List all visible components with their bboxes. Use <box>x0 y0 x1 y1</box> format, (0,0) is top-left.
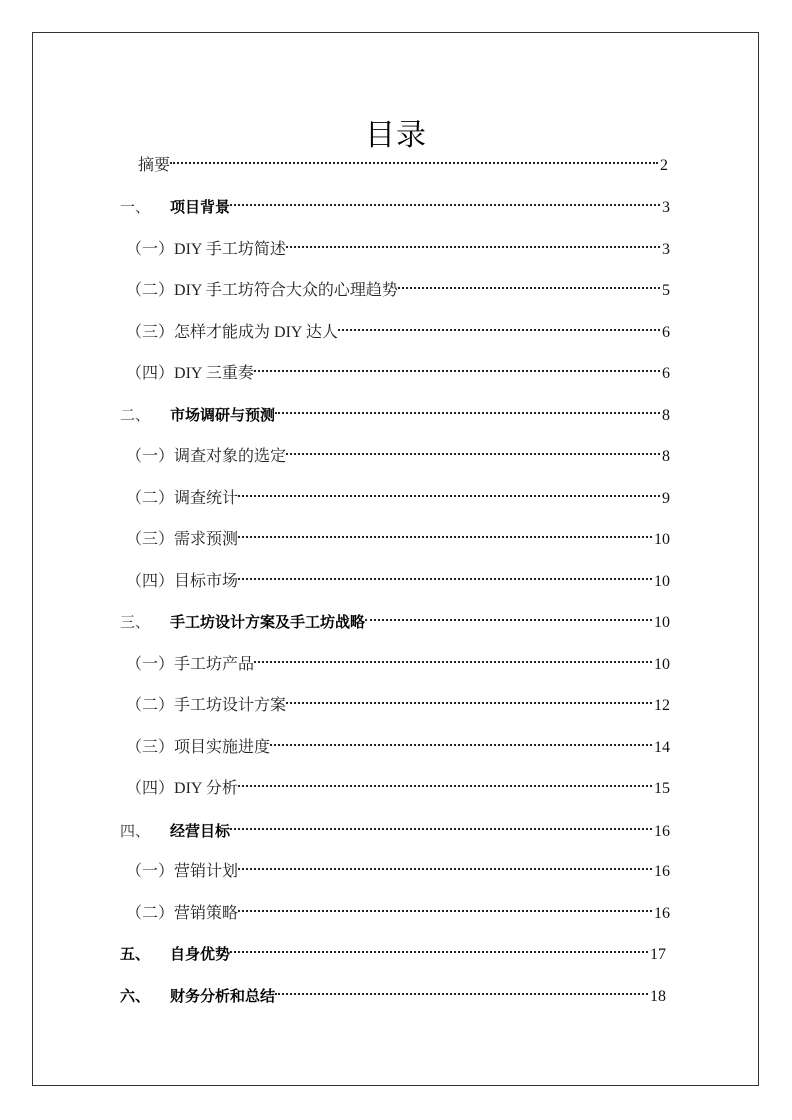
toc-entry-number: （二） <box>126 697 175 714</box>
toc-entry-2-1[interactable] <box>126 437 670 465</box>
toc-entry-label: 自身优势 <box>170 945 231 963</box>
toc-entry-page: 9 <box>662 490 670 507</box>
toc-entry-section-6[interactable] <box>120 977 666 1005</box>
toc-entry-2-4[interactable] <box>126 562 670 590</box>
toc-entry-page: 16 <box>654 823 670 840</box>
dot-leader <box>230 935 650 959</box>
dot-leader <box>238 894 654 918</box>
toc-entry-label: 摘要 <box>138 157 171 174</box>
dot-leader <box>270 728 654 752</box>
toc-entry-page: 6 <box>662 324 670 341</box>
toc-entry-number: （四） <box>126 780 175 797</box>
toc-entry-page: 2 <box>660 157 668 174</box>
toc-entry-label: 目标市场 <box>174 573 239 590</box>
dot-leader <box>238 479 662 503</box>
toc-entry-section-3[interactable] <box>120 603 670 631</box>
toc-entry-label: 调查统计 <box>174 490 239 507</box>
dot-leader <box>286 437 662 461</box>
toc-title: 目录 <box>365 118 427 154</box>
toc-entry-number: （二） <box>126 490 175 507</box>
toc-entry-label: 手工坊产品 <box>174 656 255 673</box>
toc-entry-1-4[interactable] <box>126 354 670 382</box>
toc-entry-number: 二、 <box>120 406 151 424</box>
toc-entry-page: 12 <box>654 697 670 714</box>
toc-entry-page: 8 <box>662 407 670 424</box>
toc-entry-page: 14 <box>654 739 670 756</box>
dot-leader <box>254 645 654 669</box>
dot-leader <box>275 396 662 420</box>
toc-entry-label: 手工坊设计方案 <box>174 697 287 714</box>
toc-entry-page: 6 <box>662 365 670 382</box>
toc-entry-page: 15 <box>654 780 670 797</box>
toc-entry-page: 16 <box>654 905 670 922</box>
toc-entry-label: DIY 手工坊符合大众的心理趋势 <box>174 282 398 299</box>
dot-leader <box>286 686 654 710</box>
toc-entry-number: （二） <box>126 282 175 299</box>
dot-leader <box>170 146 660 170</box>
toc-entry-number: 三、 <box>120 613 151 631</box>
toc-entry-page: 17 <box>650 946 666 963</box>
toc-entry-label: 怎样才能成为 DIY 达人 <box>174 324 338 341</box>
dot-leader <box>365 603 654 627</box>
toc-entry-number: （三） <box>126 739 175 756</box>
toc-entry-label: 财务分析和总结 <box>170 987 276 1005</box>
toc-entry-section-5[interactable] <box>120 935 666 963</box>
toc-entry-4-1[interactable] <box>126 852 670 880</box>
toc-entry-section-4[interactable] <box>120 812 670 840</box>
dot-leader <box>238 852 654 876</box>
toc-entry-4-2[interactable] <box>126 894 670 922</box>
toc-entry-page: 3 <box>662 241 670 258</box>
toc-entry-label: 项目背景 <box>170 198 231 216</box>
dot-leader <box>275 977 650 1001</box>
toc-entry-number: （四） <box>126 573 175 590</box>
toc-entry-number: （一） <box>126 241 175 258</box>
toc-entry-3-4[interactable] <box>126 769 670 797</box>
toc-entry-page: 18 <box>650 988 666 1005</box>
toc-entry-section-2[interactable] <box>120 396 670 424</box>
toc-entry-number: （一） <box>126 863 175 880</box>
toc-entry-label: 调查对象的选定 <box>174 448 287 465</box>
toc-entry-1-2[interactable] <box>126 271 670 299</box>
dot-leader <box>230 188 662 212</box>
toc-entry-2-3[interactable] <box>126 520 670 548</box>
toc-entry-3-3[interactable] <box>126 728 670 756</box>
toc-entry-number: （四） <box>126 365 175 382</box>
dot-leader <box>238 769 654 793</box>
toc-entry-label: DIY 分析 <box>174 780 238 797</box>
toc-entry-1-1[interactable] <box>126 230 670 258</box>
toc-entry-number: （一） <box>126 448 175 465</box>
dot-leader <box>254 354 662 378</box>
toc-entry-label: 市场调研与预测 <box>170 406 276 424</box>
toc-entry-label: DIY 三重奏 <box>174 365 254 382</box>
toc-entry-page: 10 <box>654 656 670 673</box>
toc-entry-page: 10 <box>654 614 670 631</box>
dot-leader <box>238 520 654 544</box>
toc-entry-page: 3 <box>662 199 670 216</box>
toc-entry-number: 四、 <box>120 822 151 840</box>
toc-entry-number: 五、 <box>120 945 151 963</box>
toc-entry-page: 10 <box>654 531 670 548</box>
toc-entry-label: 营销计划 <box>174 863 239 880</box>
dot-leader <box>230 812 654 836</box>
toc-entry-1-3[interactable] <box>126 313 670 341</box>
toc-entry-3-1[interactable] <box>126 645 670 673</box>
toc-entry-page: 10 <box>654 573 670 590</box>
toc-entry-number: 一、 <box>120 198 151 216</box>
toc-entry-label: 营销策略 <box>174 905 239 922</box>
toc-entry-page: 8 <box>662 448 670 465</box>
toc-entry-number: 六、 <box>120 987 151 1005</box>
toc-entry-3-2[interactable] <box>126 686 670 714</box>
toc-entry-2-2[interactable] <box>126 479 670 507</box>
toc-entry-number: （二） <box>126 905 175 922</box>
dot-leader <box>238 562 654 586</box>
dot-leader <box>398 271 662 295</box>
dot-leader <box>338 313 662 337</box>
toc-entry-label: 经营目标 <box>170 822 231 840</box>
toc-entry-number: （一） <box>126 656 175 673</box>
toc-entry-label: DIY 手工坊简述 <box>174 241 286 258</box>
toc-entry-number: （三） <box>126 531 175 548</box>
toc-entry-label: 手工坊设计方案及手工坊战略 <box>170 613 366 631</box>
toc-entry-page: 5 <box>662 282 670 299</box>
toc-entry-abstract[interactable] <box>138 146 668 174</box>
toc-entry-page: 16 <box>654 863 670 880</box>
toc-entry-label: 需求预测 <box>174 531 239 548</box>
toc-entry-label: 项目实施进度 <box>174 739 271 756</box>
dot-leader <box>286 230 662 254</box>
toc-entry-section-1[interactable] <box>120 188 670 216</box>
toc-entry-number: （三） <box>126 324 175 341</box>
